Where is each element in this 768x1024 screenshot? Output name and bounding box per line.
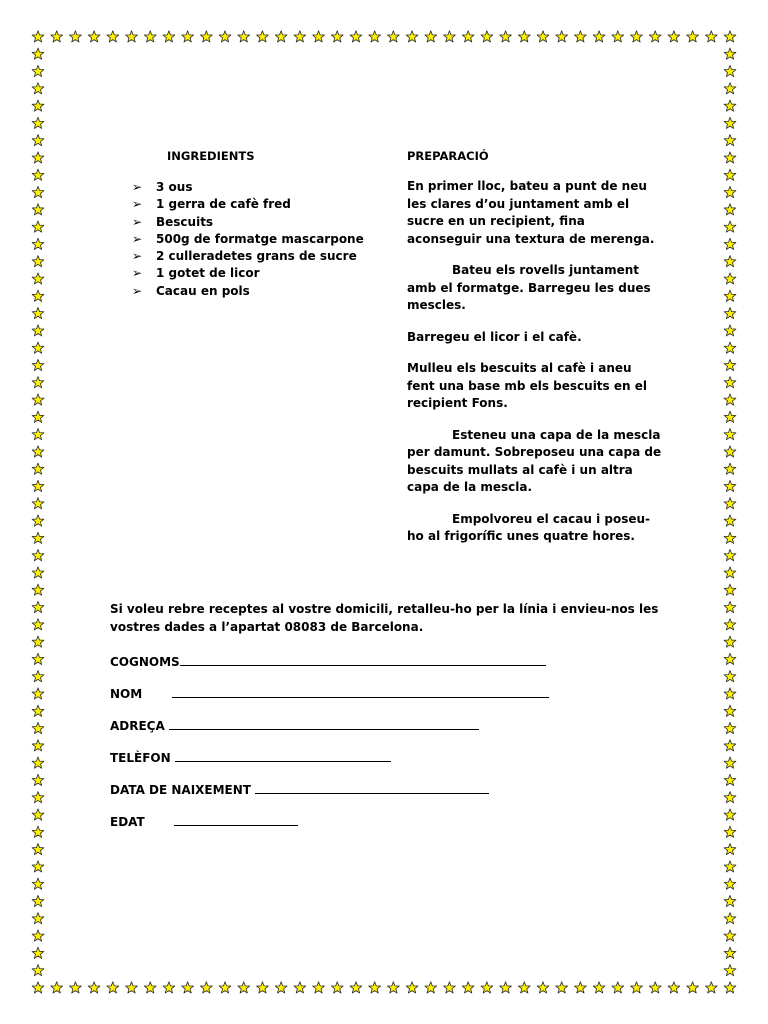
star-icon [724, 256, 736, 267]
star-icon [32, 169, 44, 180]
star-icon [724, 774, 736, 785]
star-icon [724, 325, 736, 336]
data-naixement-field [110, 781, 489, 798]
star-icon [163, 31, 175, 42]
star-icon [462, 982, 474, 993]
star-icon [724, 757, 736, 768]
star-icon [593, 31, 605, 42]
star-icon [107, 982, 119, 993]
ingredient-text: 2 culleradetes grans de sucre [156, 249, 357, 264]
list-item [132, 214, 364, 231]
ingredient-text: 3 ous [156, 180, 193, 194]
list-item [132, 248, 364, 265]
star-icon [574, 982, 586, 993]
star-icon [51, 31, 63, 42]
star-icon [462, 31, 474, 42]
star-icon [649, 31, 661, 42]
arrowhead-bullet-icon: ➢ [132, 214, 143, 229]
star-icon [32, 550, 44, 561]
ingredient-text: 1 gerra de cafè fred [156, 197, 291, 212]
star-icon [163, 982, 175, 993]
star-icon [724, 186, 736, 197]
ingredients-list [132, 179, 364, 300]
star-icon [32, 515, 44, 526]
ingredient-text: 1 gotet de licor [156, 266, 260, 281]
star-icon [724, 567, 736, 578]
preparation-paragraph: Mulleu els bescuits al cafè i aneu fent una base mb els bescuits en el recipient Fons. [407, 361, 647, 410]
star-icon [481, 31, 493, 42]
star-icon [32, 982, 44, 993]
star-icon [32, 498, 44, 509]
star-icon [724, 913, 736, 924]
star-icon [500, 31, 512, 42]
star-icon [724, 169, 736, 180]
arrowhead-bullet-icon: ➢ [132, 197, 143, 212]
star-icon [500, 982, 512, 993]
star-icon [32, 740, 44, 751]
star-icon [724, 152, 736, 163]
telefon-label: TELÈFON [110, 751, 171, 765]
star-icon [51, 982, 63, 993]
star-icon [32, 947, 44, 958]
form-intro-line: vostres dades a l’apartat 08083 de Barcelona. [110, 620, 424, 634]
star-icon [32, 930, 44, 941]
star-icon [32, 428, 44, 439]
star-icon [724, 307, 736, 318]
star-icon [724, 809, 736, 820]
star-icon [724, 273, 736, 284]
edat-label: EDAT [110, 815, 145, 829]
star-icon [537, 31, 549, 42]
list-item [132, 283, 364, 300]
star-icon [631, 982, 643, 993]
star-icon [724, 532, 736, 543]
star-icon [257, 31, 269, 42]
list-item [132, 196, 364, 213]
star-icon [724, 671, 736, 682]
cognoms-line[interactable] [180, 653, 546, 666]
star-icon [32, 532, 44, 543]
arrowhead-bullet-icon: ➢ [132, 283, 143, 298]
star-icon [687, 31, 699, 42]
star-icon [724, 135, 736, 146]
star-icon [32, 238, 44, 249]
star-icon [32, 653, 44, 664]
star-icon [32, 135, 44, 146]
star-icon [724, 792, 736, 803]
star-icon [32, 204, 44, 215]
star-icon [70, 982, 82, 993]
star-icon [687, 982, 699, 993]
arrowhead-bullet-icon: ➢ [132, 249, 143, 264]
star-icon [313, 982, 325, 993]
star-icon [724, 428, 736, 439]
star-icon [126, 31, 138, 42]
star-icon [444, 31, 456, 42]
ingredient-text: Cacau en pols [156, 283, 250, 298]
list-item [132, 231, 364, 248]
star-icon [331, 982, 343, 993]
star-icon [32, 48, 44, 59]
star-icon [556, 982, 568, 993]
star-icon [724, 826, 736, 837]
star-icon [70, 31, 82, 42]
star-icon [724, 843, 736, 854]
star-icon [724, 861, 736, 872]
star-icon [294, 982, 306, 993]
star-icon [705, 31, 717, 42]
star-icon [724, 65, 736, 76]
star-icon [32, 705, 44, 716]
star-icon [724, 238, 736, 249]
star-icon [32, 601, 44, 612]
star-icon [425, 982, 437, 993]
star-icon [32, 567, 44, 578]
star-icon [649, 982, 661, 993]
star-icon [88, 982, 100, 993]
star-icon [275, 31, 287, 42]
star-icon [612, 982, 624, 993]
star-icon [32, 965, 44, 976]
arrowhead-bullet-icon: ➢ [132, 266, 143, 281]
star-icon [219, 982, 231, 993]
star-icon [32, 256, 44, 267]
preparation-title: PREPARACIÓ [407, 149, 489, 163]
star-icon [32, 307, 44, 318]
star-icon [32, 774, 44, 785]
star-icon [724, 411, 736, 422]
star-icon [32, 65, 44, 76]
nom-line[interactable] [172, 685, 549, 698]
list-item [132, 179, 364, 196]
star-icon [724, 480, 736, 491]
star-icon [32, 792, 44, 803]
star-icon [32, 83, 44, 94]
star-icon [705, 982, 717, 993]
telefon-field [110, 749, 391, 766]
star-icon [32, 636, 44, 647]
star-icon [724, 463, 736, 474]
star-icon [32, 619, 44, 630]
star-icon [406, 31, 418, 42]
star-icon [724, 48, 736, 59]
star-icon [32, 463, 44, 474]
adreca-line[interactable] [169, 717, 479, 730]
star-icon [32, 290, 44, 301]
star-icon [32, 325, 44, 336]
star-icon [724, 446, 736, 457]
star-icon [32, 913, 44, 924]
star-icon [32, 31, 44, 42]
star-icon [32, 446, 44, 457]
edat-line[interactable] [174, 813, 298, 826]
star-icon [32, 377, 44, 388]
star-icon [350, 982, 362, 993]
star-icon [200, 31, 212, 42]
preparation-paragraph: Empolvoreu el cacau i poseu-ho al frigorífic unes quatre hores. [407, 511, 650, 543]
star-icon [32, 722, 44, 733]
star-icon [631, 31, 643, 42]
arrowhead-bullet-icon: ➢ [132, 231, 143, 246]
star-icon [275, 982, 287, 993]
star-icon [724, 221, 736, 232]
preparation-paragraph: Esteneu una capa de la mescla per damunt. Sobreposeu una capa de bescuits mullats al cafè i un altra capa de la mescla. [407, 427, 662, 494]
star-icon [238, 31, 250, 42]
star-icon [724, 895, 736, 906]
star-icon [724, 965, 736, 976]
star-icon [724, 619, 736, 630]
list-item [132, 265, 364, 282]
star-icon [126, 982, 138, 993]
star-icon [724, 31, 736, 42]
star-icon [219, 31, 231, 42]
star-icon [257, 982, 269, 993]
star-icon [425, 31, 437, 42]
star-icon [387, 31, 399, 42]
star-icon [406, 982, 418, 993]
star-icon [32, 394, 44, 405]
star-icon [32, 100, 44, 111]
star-icon [724, 878, 736, 889]
star-icon [481, 982, 493, 993]
ingredient-text: Bescuits [156, 214, 214, 229]
arrowhead-bullet-icon: ➢ [132, 180, 143, 194]
star-icon [724, 722, 736, 733]
star-icon [724, 705, 736, 716]
star-icon [32, 221, 44, 232]
star-icon [32, 809, 44, 820]
star-icon [724, 359, 736, 370]
star-icon [724, 601, 736, 612]
form-intro-line: Si voleu rebre receptes al vostre domicili, retalleu-ho per la línia i envieu-nos les [110, 602, 659, 616]
star-icon [518, 982, 530, 993]
star-icon [724, 688, 736, 699]
star-icon [668, 982, 680, 993]
form-intro [110, 600, 670, 636]
star-icon [32, 480, 44, 491]
star-icon [313, 31, 325, 42]
star-icon [350, 31, 362, 42]
star-icon [369, 31, 381, 42]
star-icon [369, 982, 381, 993]
adreca-label: ADREÇA [110, 719, 165, 733]
nom-field [110, 685, 549, 702]
star-icon [724, 117, 736, 128]
star-icon [724, 550, 736, 561]
star-icon [32, 342, 44, 353]
star-icon [32, 826, 44, 837]
star-icon [574, 31, 586, 42]
star-icon [518, 31, 530, 42]
preparation-text [407, 178, 662, 560]
star-icon [724, 740, 736, 751]
star-icon [724, 498, 736, 509]
star-icon [724, 377, 736, 388]
star-icon [32, 861, 44, 872]
star-icon [200, 982, 212, 993]
star-icon [724, 636, 736, 647]
star-icon [724, 584, 736, 595]
star-icon [238, 982, 250, 993]
star-icon [444, 982, 456, 993]
star-icon [294, 31, 306, 42]
star-icon [32, 688, 44, 699]
data-naixement-label: DATA DE NAIXEMENT [110, 783, 251, 797]
star-icon [387, 982, 399, 993]
star-icon [724, 290, 736, 301]
star-icon [724, 83, 736, 94]
star-icon [32, 843, 44, 854]
star-icon [107, 31, 119, 42]
star-icon [32, 895, 44, 906]
star-icon [144, 31, 156, 42]
cognoms-field [110, 653, 546, 670]
star-icon [32, 152, 44, 163]
preparation-paragraph: Barregeu el licor i el cafè. [407, 329, 582, 344]
star-icon [724, 204, 736, 215]
ingredient-text: 500g de formatge mascarpone [156, 231, 364, 246]
star-icon [724, 982, 736, 993]
star-icon [612, 31, 624, 42]
ingredients-title: INGREDIENTS [167, 149, 255, 163]
star-icon [724, 653, 736, 664]
adreca-field [110, 717, 479, 734]
star-icon [593, 982, 605, 993]
star-icon [88, 31, 100, 42]
star-icon [32, 671, 44, 682]
star-icon [32, 186, 44, 197]
star-icon [724, 100, 736, 111]
data-naixement-line[interactable] [255, 781, 489, 794]
star-icon [537, 982, 549, 993]
star-icon [32, 411, 44, 422]
star-icon [724, 930, 736, 941]
preparation-paragraph: Bateu els rovells juntament amb el formatge. Barregeu les dues mescles. [407, 263, 651, 312]
star-icon [556, 31, 568, 42]
star-icon [182, 31, 194, 42]
star-icon [182, 982, 194, 993]
star-icon [32, 359, 44, 370]
star-icon [32, 757, 44, 768]
star-icon [32, 273, 44, 284]
star-icon [32, 117, 44, 128]
star-icon [32, 584, 44, 595]
telefon-line[interactable] [175, 749, 391, 762]
nom-label: NOM [110, 687, 143, 701]
edat-field [110, 813, 298, 830]
star-icon [144, 982, 156, 993]
star-icon [724, 394, 736, 405]
star-icon [32, 878, 44, 889]
star-icon [724, 342, 736, 353]
preparation-paragraph: En primer lloc, bateu a punt de neu les clares d’ou juntament amb el sucre en un recipient, fina aconseguir una textura de merenga. [407, 179, 655, 246]
star-icon [331, 31, 343, 42]
cognoms-label: COGNOMS [110, 655, 180, 669]
star-icon [724, 515, 736, 526]
star-icon [668, 31, 680, 42]
star-icon [724, 947, 736, 958]
